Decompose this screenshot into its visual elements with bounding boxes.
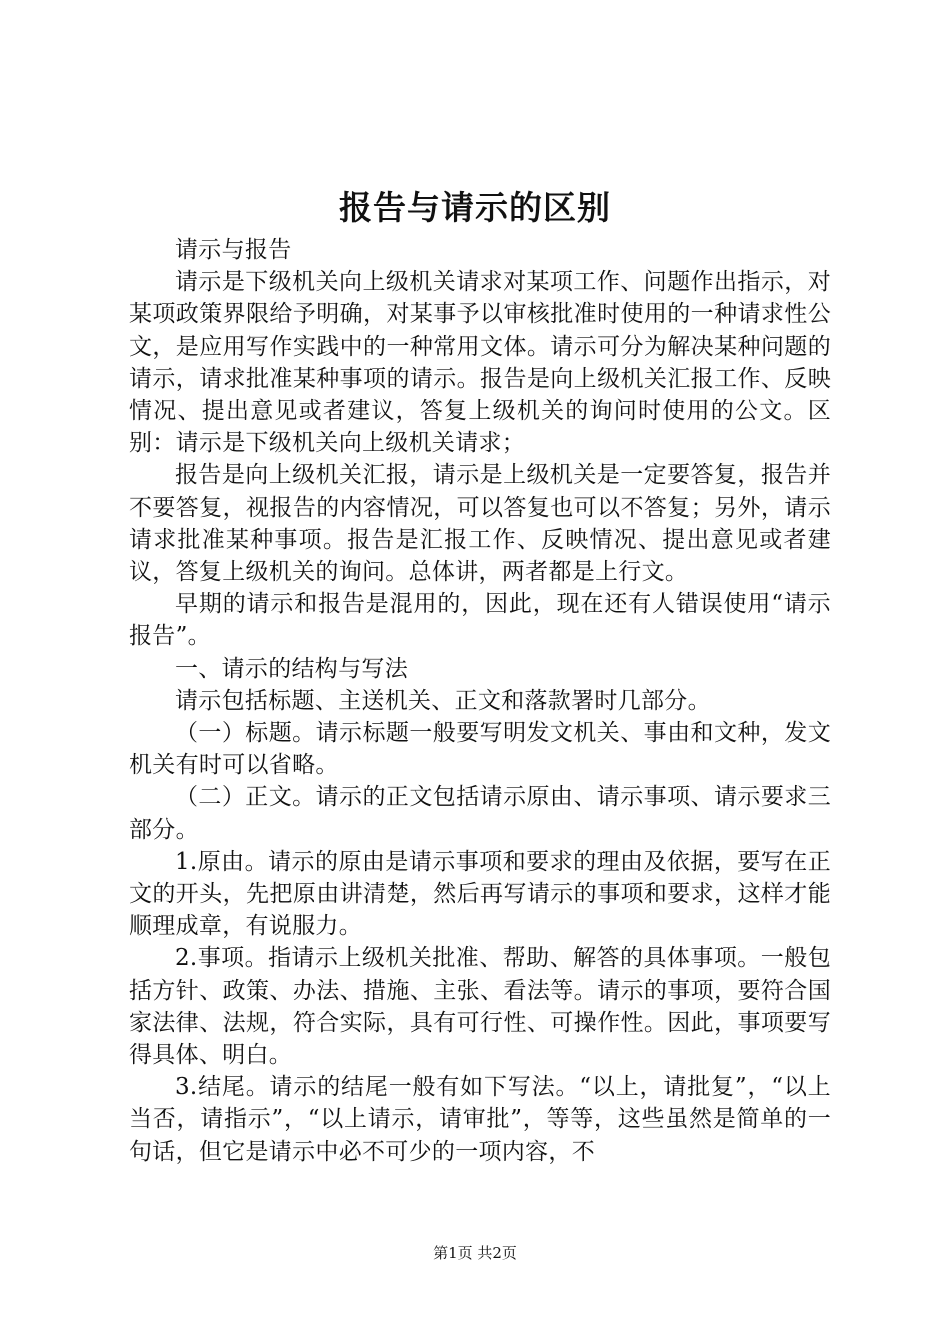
paragraph-heading-request-and-report: 请示与报告: [175, 237, 292, 263]
paragraph-history: 早期的请示和报告是混用的，因此，现在还有人错误使用“请示报告”。: [129, 591, 831, 650]
document-title: 报告与请示的区别: [339, 188, 611, 227]
paragraph-section-heading: 一、请示的结构与写法: [175, 655, 408, 682]
paragraph-matters: 2.事项。指请示上级机关批准、帮助、解答的具体事项。一般包括方针、政策、办法、措施、主张、看法等。请示的事项，要符合国家法律、法规，符合实际，具有可行性、可操作性。因此，事项要写得具体、明白。: [129, 945, 831, 1069]
paragraph-body-part: （二）正文。请示的正文包括请示原由、请示事项、请示要求三部分。: [129, 784, 831, 843]
paragraph-definition: 请示是下级机关向上级机关请求对某项工作、问题作出指示，对某项政策界限给予明确，对某事予以审核批准时使用的一种请求性公文，是应用写作实践中的一种常用文体。请示可分为解决某种问题的请示，请求批准某种事项的请示。报告是向上级机关汇报工作、反映情况、提出意见或者建议，答复上级机关的询问时使用的公文。区别：请示是下级机关向上级机关请求；: [129, 269, 831, 457]
document-body: [129, 234, 831, 1168]
paragraph-difference: 报告是向上级机关汇报，请示是上级机关是一定要答复，报告并不要答复，视报告的内容情况，可以答复也可以不答复；另外，请示请求批准某种事项。报告是汇报工作、反映情况、提出意见或者建议，答复上级机关的询问。总体讲，两者都是上行文。: [129, 462, 831, 586]
page-number-footer: 第1页 共2页: [433, 1244, 517, 1262]
paragraph-reason: 1.原由。请示的原由是请示事项和要求的理由及依据，要写在正文的开头，先把原由讲清楚，然后再写请示的事项和要求，这样才能顺理成章，有说服力。: [129, 848, 831, 940]
paragraph-title-part: （一）标题。请示标题一般要写明发文机关、事由和文种，发文机关有时可以省略。: [129, 720, 831, 779]
paragraph-structure: 请示包括标题、主送机关、正文和落款署时几部分。: [175, 687, 711, 714]
paragraph-ending: 3.结尾。请示的结尾一般有如下写法。“以上，请批复”，“以上当否，请指示”，“以上请示，请审批”，等等，这些虽然是简单的一句话，但它是请示中必不可少的一项内容，不: [129, 1074, 831, 1165]
